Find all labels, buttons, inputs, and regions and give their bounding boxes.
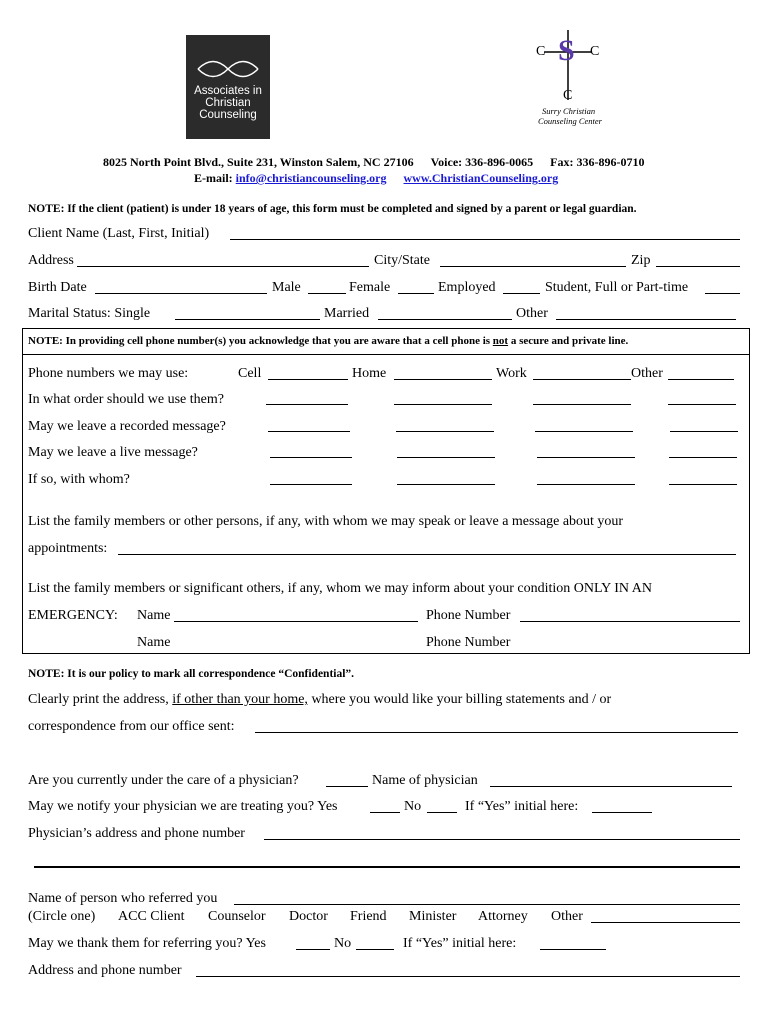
billing-pre: Clearly print the address,	[28, 692, 173, 707]
option-counselor[interactable]: Counselor	[208, 909, 266, 924]
recorded-cell-field[interactable]	[268, 431, 350, 432]
cell-field[interactable]	[268, 379, 348, 380]
married-label: Married	[324, 306, 370, 321]
notify-initial-field[interactable]	[592, 812, 652, 813]
order-work-field[interactable]	[533, 404, 631, 405]
family-question-2: appointments:	[28, 541, 108, 556]
work-field[interactable]	[533, 379, 631, 380]
female-label: Female	[349, 280, 391, 295]
option-attorney[interactable]: Attorney	[478, 909, 528, 924]
order-question: In what order should we use them?	[28, 392, 224, 407]
physician-care-question: Are you currently under the care of a physician?	[28, 773, 299, 788]
referral-name-label: Name of person who referred you	[28, 891, 218, 906]
city-label: City/State	[374, 253, 430, 268]
address-field[interactable]	[77, 266, 369, 267]
header-address	[103, 155, 644, 170]
notify-no-field[interactable]	[427, 812, 457, 813]
live-home-field[interactable]	[397, 457, 495, 458]
student-field[interactable]	[705, 293, 740, 294]
student-label: Student, Full or Part-time	[545, 280, 689, 295]
marital-label: Marital Status: Single	[28, 306, 151, 321]
client-name-field[interactable]	[230, 239, 740, 240]
acc-logo-line2: Christian	[205, 97, 251, 109]
notify-no-label: No	[404, 799, 422, 814]
emergency-name-label-1: Name	[137, 608, 171, 623]
option-friend[interactable]: Friend	[350, 909, 387, 924]
emergency-phone-label-1: Phone Number	[426, 608, 511, 623]
work-label: Work	[496, 366, 527, 381]
email-label: E-mail:	[194, 171, 233, 185]
referral-name-field[interactable]	[234, 904, 740, 905]
emergency-phone-label-2: Phone Number	[426, 635, 511, 650]
order-cell-field[interactable]	[266, 404, 348, 405]
acc-logo	[186, 35, 270, 139]
zip-label: Zip	[631, 253, 651, 268]
emergency-question: List the family members or significant others, if any, whom we may inform about your condition ONLY IN AN	[28, 581, 652, 596]
note-cell-phone	[28, 335, 628, 347]
email-link[interactable]: info@christiancounseling.org	[235, 171, 387, 185]
fax-number: Fax: 336-896-0710	[550, 155, 645, 169]
scc-logo	[520, 28, 630, 128]
billing-post: where you would like your billing statements and / or	[307, 692, 612, 707]
option-other[interactable]: Other	[551, 909, 583, 924]
order-home-field[interactable]	[394, 404, 492, 405]
thank-initial-label: If “Yes” initial here:	[403, 936, 517, 951]
whom-cell-field[interactable]	[270, 484, 352, 485]
billing-address-field[interactable]	[255, 732, 738, 733]
address-line: 8025 North Point Blvd., Suite 231, Winston Salem, NC 27106	[103, 155, 414, 169]
live-other-field[interactable]	[669, 457, 737, 458]
acc-logo-line3: Counseling	[199, 109, 257, 121]
circle-one-label: (Circle one)	[28, 909, 96, 924]
married-field[interactable]	[378, 319, 512, 320]
scc-letter-center: S	[558, 34, 575, 67]
emergency-name-label-2: Name	[137, 635, 171, 650]
other-label: Other	[516, 306, 548, 321]
notify-initial-label: If “Yes” initial here:	[465, 799, 579, 814]
live-work-field[interactable]	[537, 457, 635, 458]
note-divider	[22, 354, 750, 355]
notify-question: May we notify your physician we are treating you? Yes	[28, 799, 338, 814]
physician-name-field[interactable]	[490, 786, 732, 787]
scc-subtitle-1: Surry Christian	[542, 106, 596, 116]
note-confidential: NOTE: It is our policy to mark all correspondence “Confidential”.	[28, 668, 355, 680]
address-label: Address	[28, 253, 74, 268]
thank-initial-field[interactable]	[540, 949, 606, 950]
whom-work-field[interactable]	[537, 484, 635, 485]
zip-field[interactable]	[656, 266, 740, 267]
thank-no-label: No	[334, 936, 352, 951]
referral-other-field[interactable]	[591, 922, 740, 923]
physician-care-field[interactable]	[326, 786, 368, 787]
client-name-label: Client Name (Last, First, Initial)	[28, 226, 210, 241]
emergency-phone-field-1[interactable]	[520, 621, 740, 622]
scc-subtitle-2: Counseling Center	[538, 116, 602, 126]
physician-name-label: Name of physician	[372, 773, 478, 788]
home-field[interactable]	[394, 379, 492, 380]
emergency-name-field-1[interactable]	[174, 621, 418, 622]
whom-question: If so, with whom?	[28, 472, 130, 487]
note-cell-not: not	[492, 335, 509, 347]
family-question-1: List the family members or other persons, if any, with whom we may speak or leave a message about your	[28, 514, 624, 529]
option-acc-client[interactable]: ACC Client	[118, 909, 185, 924]
emergency-label: EMERGENCY:	[28, 608, 118, 623]
header-contact	[194, 171, 558, 186]
home-label: Home	[352, 366, 387, 381]
scc-letter-bottom: C	[563, 88, 573, 103]
note-cell-pre: NOTE: In providing cell phone number(s) you acknowledge that you are aware that a cell phone is	[28, 335, 493, 347]
male-field[interactable]	[308, 293, 346, 294]
recorded-question: May we leave a recorded message?	[28, 419, 226, 434]
female-field[interactable]	[398, 293, 434, 294]
scc-letter-left: C	[536, 44, 546, 59]
employed-field[interactable]	[503, 293, 540, 294]
recorded-work-field[interactable]	[535, 431, 633, 432]
order-other-field[interactable]	[668, 404, 736, 405]
swirl-icon	[196, 59, 260, 79]
whom-other-field[interactable]	[669, 484, 737, 485]
billing-line-2: correspondence from our office sent:	[28, 719, 235, 734]
note-cell-post: a secure and private line.	[508, 335, 629, 347]
other-phone-field[interactable]	[668, 379, 734, 380]
voice-number: Voice: 336-896-0065	[430, 155, 534, 169]
option-minister[interactable]: Minister	[409, 909, 457, 924]
employed-label: Employed	[438, 280, 496, 295]
thank-no-field[interactable]	[356, 949, 394, 950]
acc-logo-line1: Associates in	[194, 85, 262, 97]
recorded-other-field[interactable]	[670, 431, 738, 432]
option-doctor[interactable]: Doctor	[289, 909, 328, 924]
section-divider	[34, 866, 740, 868]
other-field[interactable]	[556, 319, 736, 320]
male-label: Male	[272, 280, 301, 295]
cross-icon	[520, 28, 630, 103]
thank-question: May we thank them for referring you? Yes	[28, 936, 266, 951]
physician-address-field[interactable]	[264, 839, 740, 840]
appointments-field[interactable]	[118, 554, 736, 555]
phone-numbers-label: Phone numbers we may use:	[28, 366, 189, 381]
referral-address-label: Address and phone number	[28, 963, 182, 978]
billing-line-1	[28, 692, 611, 708]
billing-underlined: if other than your home,	[172, 692, 308, 707]
thank-yes-field[interactable]	[296, 949, 330, 950]
recorded-home-field[interactable]	[396, 431, 494, 432]
scc-letter-right: C	[590, 44, 600, 59]
note-minor: NOTE: If the client (patient) is under 18 years of age, this form must be completed and signed by a parent or legal guardian.	[28, 203, 637, 215]
birth-field[interactable]	[95, 293, 267, 294]
notify-yes-field[interactable]	[370, 812, 400, 813]
whom-home-field[interactable]	[397, 484, 495, 485]
cell-label: Cell	[238, 366, 262, 381]
live-cell-field[interactable]	[270, 457, 352, 458]
city-field[interactable]	[440, 266, 626, 267]
single-field[interactable]	[175, 319, 320, 320]
website-link[interactable]: www.ChristianCounseling.org	[403, 171, 559, 185]
other-phone-label: Other	[631, 366, 663, 381]
live-question: May we leave a live message?	[28, 445, 198, 460]
birth-label: Birth Date	[28, 280, 87, 295]
physician-address-label: Physician’s address and phone number	[28, 826, 245, 841]
referral-address-field[interactable]	[196, 976, 740, 977]
